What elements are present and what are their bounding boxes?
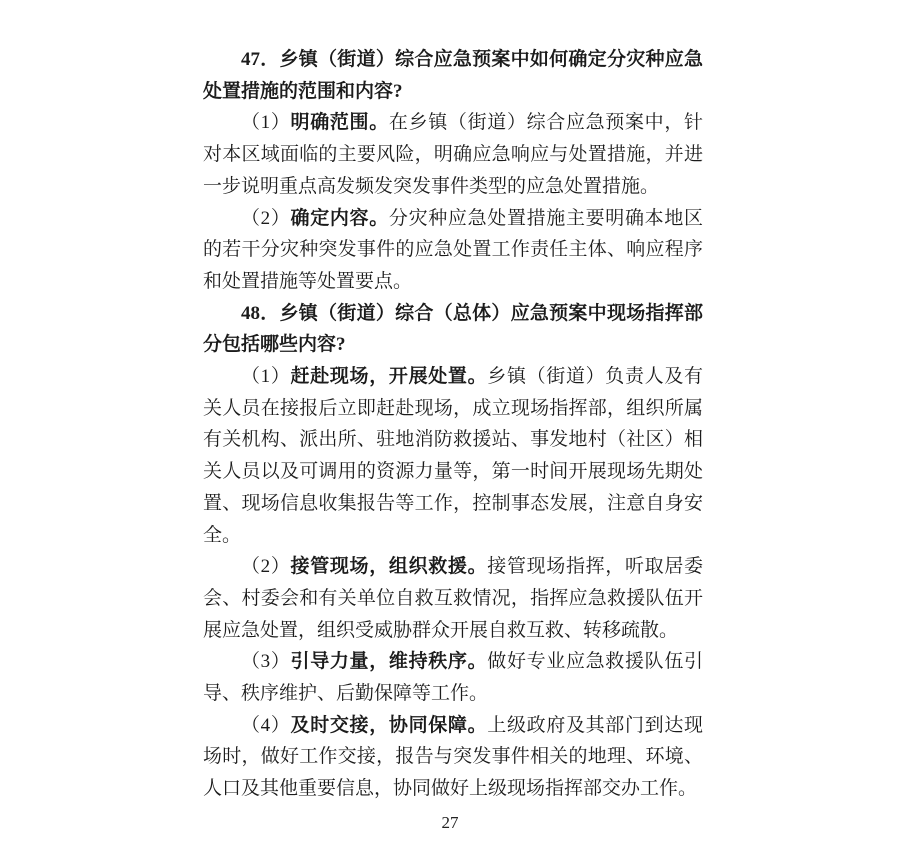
item-lead: 接管现场，组织救援。 [290, 556, 488, 578]
question-47-text: 乡镇（街道）综合应急预案中如何确定分灾种应急处置措施的范围和内容? [203, 49, 703, 102]
item-body: 上级政府及其部门到达现场时，做好工作交接，报告与突发事件相关的地理、环境、人口及其他重要信息，协同做好上级现场指挥部交办工作。 [203, 714, 703, 800]
answer-48-item-4 [203, 710, 703, 805]
answer-47-item-1 [203, 107, 703, 202]
page-body-text [203, 44, 703, 805]
item-body: 做好专业应急救援队伍引导、秩序维护、后勤保障等工作。 [203, 651, 703, 705]
item-label: （3） [241, 651, 291, 673]
item-lead: 引导力量，维持秩序。 [290, 651, 488, 673]
item-lead: 明确范围。 [290, 112, 389, 134]
question-48-heading [203, 298, 703, 361]
question-48-number: 48． [241, 302, 280, 324]
answer-48-item-1 [203, 361, 703, 551]
answer-48-item-3 [203, 646, 703, 709]
item-lead: 赶赴现场，开展处置。 [290, 366, 488, 388]
item-lead: 及时交接，协同保障。 [290, 714, 488, 736]
item-label: （2） [241, 207, 291, 229]
question-47-number: 47． [241, 49, 280, 70]
item-body: 分灾种应急处置措施主要明确本地区的若干分灾种突发事件的应急处置工作责任主体、响应程序和处置措施等处置要点。 [203, 207, 703, 292]
item-label: （1） [241, 112, 291, 134]
question-48-text: 乡镇（街道）综合（总体）应急预案中现场指挥部分包括哪些内容? [203, 302, 703, 356]
question-47-heading [203, 44, 703, 107]
item-label: （2） [241, 556, 291, 578]
item-lead: 确定内容。 [290, 207, 389, 229]
item-label: （4） [241, 714, 291, 736]
page-number: 27 [441, 813, 459, 832]
answer-47-item-2 [203, 203, 703, 298]
item-body: 接管现场指挥，听取居委会、村委会和有关单位自救互救情况，指挥应急救援队伍开展应急处置，组织受威胁群众开展自救互救、转移疏散。 [203, 556, 703, 641]
item-body: 乡镇（街道）负责人及有关人员在接报后立即赶赴现场，成立现场指挥部，组织所属有关机构、派出所、驻地消防救援站、事发地村（社区）相关人员以及可调用的资源力量等，第一时间开展现场先期处置、现场信息收集报告等工作，控制事态发展，注意自身安全。 [203, 366, 703, 546]
answer-48-item-2 [203, 551, 703, 646]
item-label: （1） [241, 366, 291, 388]
item-body: 在乡镇（街道）综合应急预案中，针对本区域面临的主要风险，明确应急响应与处置措施，并进一步说明重点高发频发突发事件类型的应急处置措施。 [203, 112, 703, 197]
